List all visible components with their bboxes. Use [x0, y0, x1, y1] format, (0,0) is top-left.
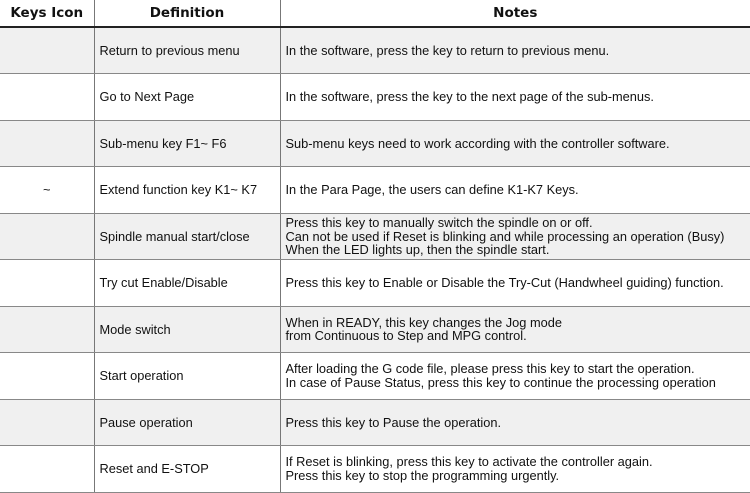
- definition-cell: Return to previous menu: [94, 27, 280, 74]
- note-line: When the LED lights up, then the spindle start.: [285, 242, 550, 257]
- definition-cell: Pause operation: [94, 399, 280, 446]
- key-icon-cell: [0, 74, 94, 121]
- table-row: [0, 353, 750, 400]
- note-line: When in READY, this key changes the Jog mode: [285, 314, 562, 330]
- note-line: In the software, press the key to the next page of the sub-menus.: [285, 89, 654, 104]
- key-icon-cell: [0, 353, 94, 400]
- key-icon-cell: [0, 120, 94, 167]
- table-row: [0, 74, 750, 121]
- table-row: [0, 167, 750, 214]
- table-row: [0, 213, 750, 260]
- note-line: After loading the G code file, please press this key to start the operation.: [285, 361, 695, 377]
- table-row: [0, 120, 750, 167]
- note-line: Press this key to Enable or Disable the Try-Cut (Handwheel guiding) function.: [285, 275, 724, 290]
- notes-cell: [280, 446, 750, 493]
- definition-cell: Sub-menu key F1~ F6: [94, 120, 280, 167]
- header-notes: Notes: [280, 0, 750, 27]
- notes-cell: [280, 167, 750, 214]
- key-icon-cell: [0, 213, 94, 260]
- definition-cell: Spindle manual start/close: [94, 213, 280, 260]
- key-icon-cell: ~: [0, 167, 94, 214]
- note-line: In the software, press the key to return to previous menu.: [285, 42, 610, 58]
- note-line: Press this key to Pause the operation.: [285, 414, 502, 430]
- key-icon-cell: [0, 260, 94, 307]
- header-keys-icon: Keys Icon: [0, 0, 94, 27]
- key-icon-cell: [0, 446, 94, 493]
- definition-cell: Go to Next Page: [94, 74, 280, 121]
- key-icon-cell: [0, 27, 94, 74]
- note-line: Sub-menu keys need to work according with the controller software.: [285, 135, 670, 151]
- note-line: Press this key to manually switch the spindle on or off.: [285, 215, 593, 230]
- note-line: Press this key to stop the programming urgently.: [285, 467, 560, 483]
- header-row: [0, 0, 750, 27]
- notes-cell: [280, 353, 750, 400]
- notes-cell: [280, 27, 750, 74]
- key-icon-cell: [0, 399, 94, 446]
- definition-cell: Try cut Enable/Disable: [94, 260, 280, 307]
- table-row: [0, 27, 750, 74]
- definition-cell: Start operation: [94, 353, 280, 400]
- notes-cell: [280, 260, 750, 307]
- definition-cell: Mode switch: [94, 306, 280, 353]
- note-line: In case of Pause Status, press this key to continue the processing operation: [285, 374, 716, 390]
- table-row: [0, 260, 750, 307]
- key-icon-cell: [0, 306, 94, 353]
- note-line: In the Para Page, the users can define K1-K7 Keys.: [285, 182, 579, 197]
- note-line: If Reset is blinking, press this key to activate the controller again.: [285, 454, 653, 470]
- notes-cell: [280, 120, 750, 167]
- table-row: [0, 446, 750, 493]
- header-definition: Definition: [94, 0, 280, 27]
- table-row: [0, 306, 750, 353]
- notes-cell: [280, 306, 750, 353]
- note-line: from Continuous to Step and MPG control.: [285, 328, 527, 344]
- definition-cell: Extend function key K1~ K7: [94, 167, 280, 214]
- notes-cell: [280, 213, 750, 260]
- notes-cell: [280, 74, 750, 121]
- table-row: [0, 399, 750, 446]
- note-line: Can not be used if Reset is blinking and while processing an operation (Busy): [285, 228, 725, 244]
- notes-cell: [280, 399, 750, 446]
- definition-cell: Reset and E-STOP: [94, 446, 280, 493]
